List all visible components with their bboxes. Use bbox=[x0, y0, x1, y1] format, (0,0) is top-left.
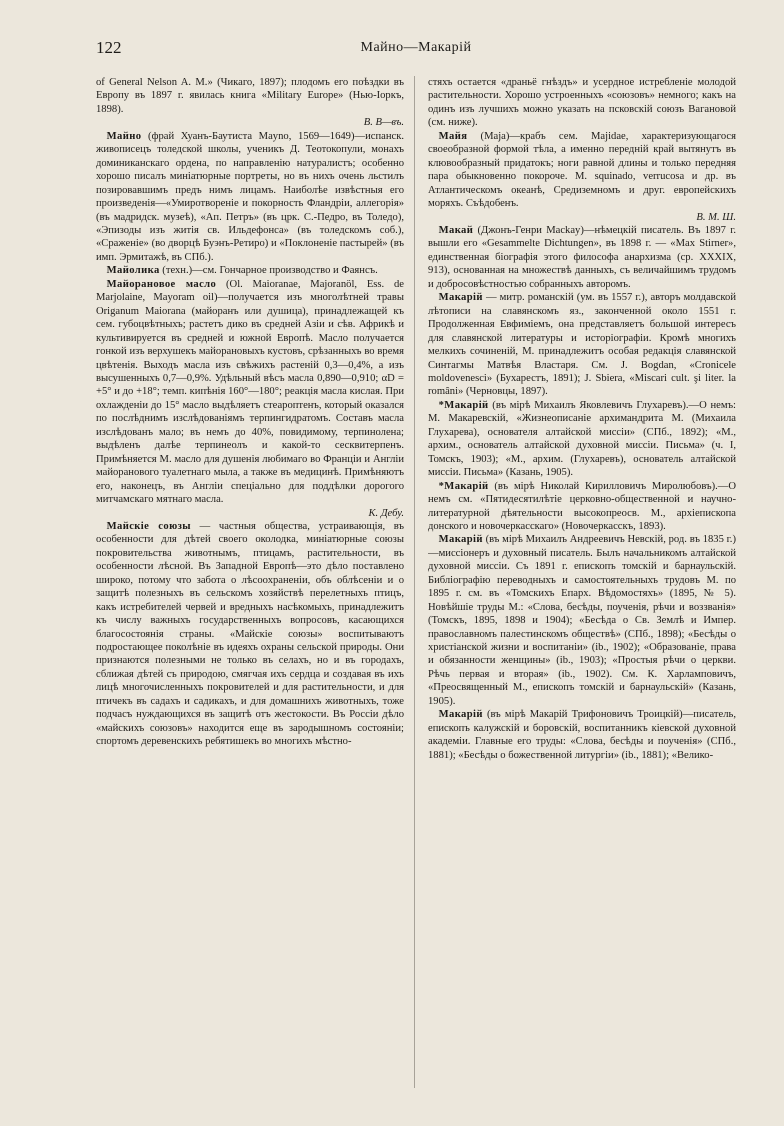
page-number: 122 bbox=[96, 38, 122, 57]
entry bbox=[96, 264, 404, 277]
entry-text: (въ мірѣ Николай Кирилловичъ Миролюбовъ).—О немъ см. «Пятидесятилѣтіе церковно-общественной и научно-литературной дѣятельности высокопреосв. М., архіепископа донского и новочеркасскаго» (Новочеркасскъ, 1893). bbox=[428, 480, 736, 532]
entry-text: (въ мірѣ Михаилъ Яковлевичъ Глухаревъ).—О немъ: М. Макаревскій, «Жизнеописаніе архимандрита М. (Михаила Глухарева), основателя алтайской миссіи» (СПб., 1892); «М., архим., основатель алтайской духовной миссіи. Письма» (ч. I, Томскъ, 1903); «М., архим. (Глухаревъ), основатель алтайской миссіи. Письма» (Казань, 1905). bbox=[428, 399, 736, 479]
entry-text: (Джонъ-Генри Mackay)—нѣмецкій писатель. Въ 1897 г. вышли его «Gesammelte Dichtungen», въ 1898 г. — «Max Stirner», единственная біографія этого философа анархизма (ср. XXXIX, 913), основанная на множествѣ данныхъ, съ величайшимъ трудомъ и добросовѣстностью собранныхъ авторомъ. bbox=[428, 224, 736, 290]
entry-headword: Макарій bbox=[438, 292, 483, 304]
entry-text: (въ мірѣ Михаилъ Андреевичъ Невскій, род. въ 1835 г.)—миссіонеръ и духовный писатель. Былъ начальникомъ алтайской духовной миссіи. Съ 1891 г. епископъ томскій и барнаульскій. Библіографію переводныхъ и самостоятельныхъ трудовъ М. по 1895 г. см. въ «Томскихъ Епарх. Вѣдомостяхъ» (1895, № 5). Новѣйшіе труды М.: «Слова, бесѣды, поученія, рѣчи и воззванія» (Томскъ, 1895, 1898 и 1904); «Бесѣда о Св. Землѣ и Импер. православномъ палестинскомъ обществѣ» (СПб., 1898); «Бесѣды о христіанской жизни и воспитаніи» (ib., 1902); «Образованіе, права и обязанности женщины» (ib., 1903); «Простыя рѣчи о церкви. Рѣчь первая и вторая» (ib., 1902). См. К. Харламповичъ, «Преосвященный М., епископъ томскій и барнаульскій» (Казань, 1905). bbox=[428, 534, 736, 707]
entry-text: (фрай Хуанъ-Баутиста Mayno, 1569—1649)—испанск. живописецъ толедской школы, ученикъ Д. Теотокопули, монахъ доминиканскаго ордена, по направленію натуралистъ; особенно хорошо писалъ миніатюрные портреты, но въ нихъ очень льстилъ позировавшимъ предъ нимъ лицамъ. Наиболѣе извѣстныя его произведенія—«Умиротвореніе и покорность Фландріи, аллегорія» (въ мадридск. музеѣ), «Ап. Петръ» (въ црк. С.-Педро, въ Толедо), «Эпизоды изъ житія св. Ильдефонса» (въ толедскомъ соб.), «Сраженіе» (во дворцѣ Буэнъ-Ретиро) и «Поклоненіе пастырей» (въ имп. Эрмитажѣ, въ СПб.). bbox=[96, 130, 404, 263]
entry-signature: В. М. Ш. bbox=[696, 211, 736, 223]
entry-text: (въ мірѣ Макарій Трифоновичъ Троицкій)—писатель, епископъ калужскій и боровскій, воспитанникъ кіевской духовной академіи. Главные его труды: «Слова, бесѣды и поученія» (СПб., 1881); «Бесѣды о божественной литургіи» (ib., 1881); «Велико- bbox=[428, 709, 736, 761]
entry bbox=[428, 533, 736, 708]
entry-headword: Макай bbox=[438, 224, 474, 236]
entry-headword: Майя bbox=[438, 130, 468, 142]
entry bbox=[428, 224, 736, 291]
entry bbox=[96, 520, 404, 749]
entry-headword: Майолика bbox=[106, 265, 160, 277]
entry-signature: К. Дебу. bbox=[368, 507, 404, 519]
entry-headword: Майно bbox=[106, 130, 142, 142]
entry-text: — митр. романскій (ум. въ 1557 г.), авторъ молдавской лѣтописи на славянскомъ яз., законченной около 1551 г. Продолженная Евфиміемъ, она представляетъ большой интересъ для славянской литературы и исторіографіи. Кромѣ многихъ мелкихъ сочиненій, М. принадлежитъ особая редакція славянской Синтагмы Матвѣя Властаря. См. J. Bogdan, «Cronicele moldovenesci» (Бухарестъ, 1891); J. Sbiera, «Miscari cult. şi liter. la români» (Черновцы, 1897). bbox=[428, 292, 736, 398]
entry bbox=[428, 480, 736, 534]
entry bbox=[428, 399, 736, 480]
entry bbox=[428, 76, 736, 130]
left-column bbox=[96, 76, 404, 1091]
entry-headword: Майскіе союзы bbox=[106, 520, 191, 532]
entry-headword: Макарій bbox=[438, 534, 483, 546]
entry bbox=[428, 291, 736, 399]
entry-headword: Макарій bbox=[438, 709, 483, 721]
entry-text: — частныя общества, устраивающія, въ особенности для дѣтей своего околодка, миніатюрные союзы покровительства животнымъ, птицамъ, растительности, въ особенности лѣсной. Въ Западной Европѣ—это дѣло поставлено широко, потому что забота о лѣсоохраненіи, объ облѣсеніи и о защитѣ полезныхъ въ сельскомъ хозяйствѣ перелетныхъ птицъ, какъ истребителей червей и вредныхъ насѣкомыхъ, принадлежитъ къ числу важныхъ государственныхъ вопросовъ, касающихся благосостоянія страны. «Майскіе союзы» воспитываютъ подростающее поколѣніе въ идеяхъ охраны сельской природы. Они признаются полезными не только въ селахъ, но и въ городахъ, сближая дѣтей съ природою, смягчая ихъ сердца и создавая въ ихъ лицѣ многочисленныхъ покровителей и для растительности, и для птичекъ въ садахъ и садикахъ, и для домашнихъ животныхъ, тоже подчасъ нуждающихся въ защитѣ отъ жестокости. Въ Россіи дѣло «майскихъ союзовъ» находится еще въ зародышномъ состояніи; спортомъ деревенскихъ ребятишекъ во многихъ мѣстно- bbox=[96, 520, 404, 748]
running-head: Майно—Макарій bbox=[360, 40, 472, 55]
page-header bbox=[96, 36, 736, 64]
entry-headword: Майорановое масло bbox=[106, 278, 217, 290]
entry-headword: *Макарій bbox=[438, 399, 489, 411]
entry bbox=[428, 130, 736, 224]
entry bbox=[428, 708, 736, 762]
entry-text: (Maja)—крабъ сем. Majidae, характеризующагося своеобразной формой тѣла, а именно передній край вытянутъ въ клювообразный придатокъ; ноги равной длины и только передняя пара обыкновенно покороче. M. squinado, verrucosa и др. въ Атлантическомъ океанѣ, Средиземномъ и друг. европейскихъ моряхъ. Съѣдобенъ. bbox=[428, 130, 736, 210]
entry-signature: В. В—въ. bbox=[363, 117, 404, 129]
right-column bbox=[428, 76, 736, 1091]
entry-text: of General Nelson A. M.» (Чикаго, 1897); плодомъ его поѣздки въ Европу въ 1897 г. явилась книга «Military Europe» (Нью-Іоркъ, 1898). bbox=[96, 77, 404, 115]
entry-headword: *Макарій bbox=[438, 480, 489, 492]
entry bbox=[96, 130, 404, 265]
entry-text: стяхъ остается «драньё гнѣздъ» и усердное истребленіе молодой растительности. Хорошо устроенныхъ «союзовъ» немного; какъ на одинъ изъ лучшихъ можно указать на псковскій союзъ Вагановой (см. ниже). bbox=[428, 77, 736, 129]
entry-text: (Ol. Maioranae, Majoranöl, Ess. de Marjolaine, Mayoram oil)—получается изъ многолѣтней травы Origanum Maiorana (майоранъ или душица), принадлежащей къ сем. губоцвѣтныхъ; растетъ дико въ средней Азіи и сѣв. Африкѣ и культивируется въ средней и южной Европѣ. Масло получается гонкой изъ верхушекъ майорановыхъ кустовъ, срѣзанныхъ во время цвѣтенія. Выходъ масла изъ свѣжихъ растеній 0,3—0,4%, а изъ высушенныхъ 0,7—0,9%. Удѣльный вѣсъ масла 0,890—0,910; αD = +5° и до +18°; темп. кипѣнія 160°—180°; реакція масла кислая. При охлажденіи до 15° масло выдѣляетъ стеароптенъ, который оказался по послѣднимъ изслѣдованіямъ терпингидратомъ. Составъ масла изслѣдованъ мало; въ немъ до 40%, повидимому, терпинолена; выдѣленъ далѣе терпинеолъ и какой-то сесквитерпенъ. Примѣняется М. масло для душенія любимаго во Франціи и Англіи майоранового туалетнаго мыла, а также въ медицинѣ. Примѣняютъ его, наконецъ, въ Англіи спеціально для поддѣлки дорогого митчамскаго мятнаго масла. bbox=[96, 278, 404, 506]
entry-text: (техн.)—см. Гончарное производство и Фаянсъ. bbox=[159, 265, 378, 277]
entry bbox=[96, 278, 404, 520]
entry bbox=[96, 76, 404, 130]
column-divider bbox=[414, 76, 415, 1088]
